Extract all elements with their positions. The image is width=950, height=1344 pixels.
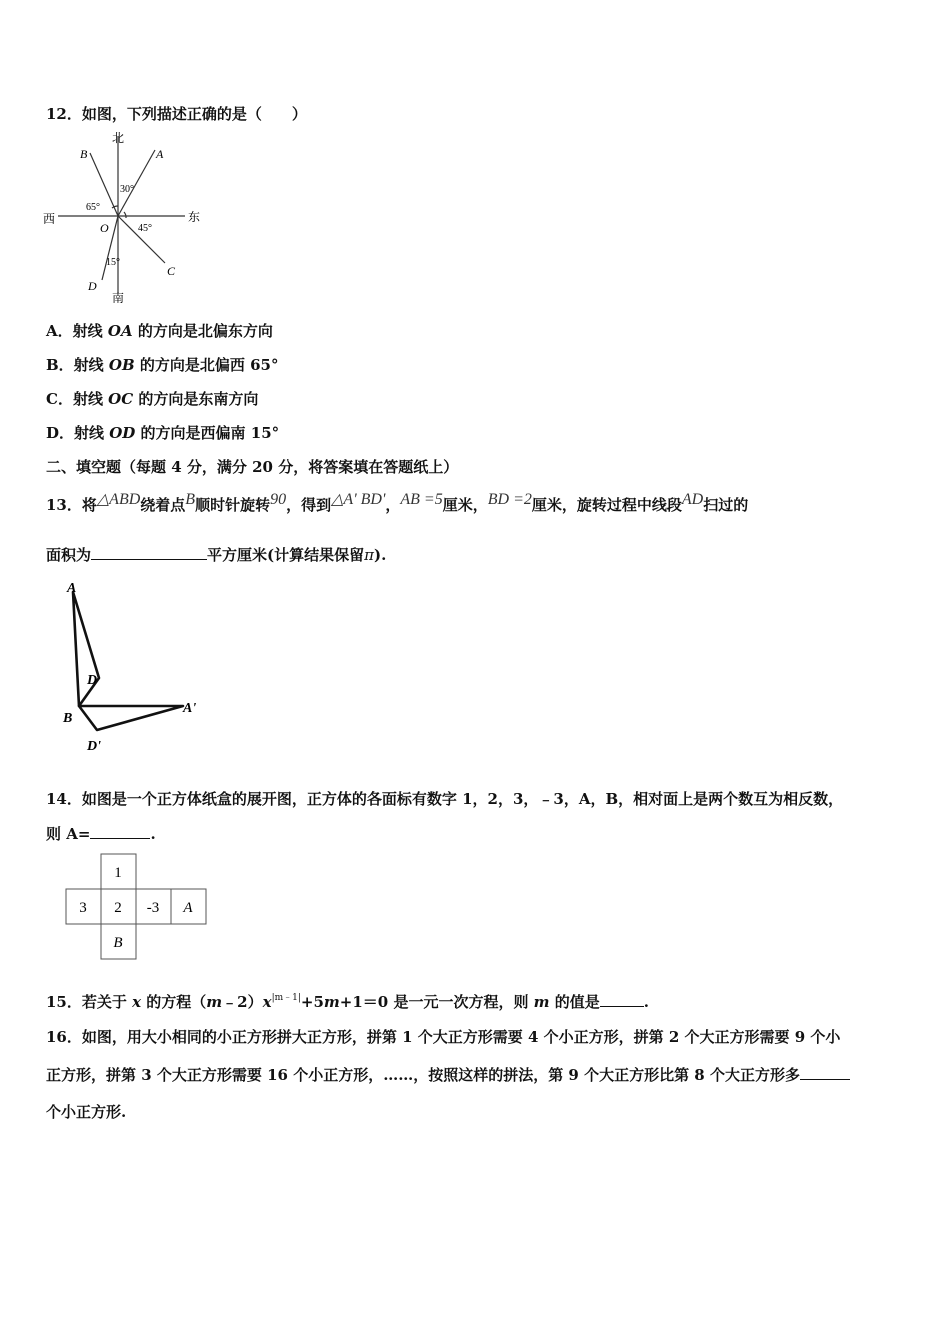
angle-65: 65° [86,202,100,213]
angle-30: 30° [120,184,134,195]
q13-line1: 13．将△ABD绕着点B顺时针旋转90，得到△A' BD'，AB =5厘米，BD =2厘米，旋转过程中线段AD扫过的 [46,491,749,514]
q16-line2: 正方形，拼第 3 个大正方形需要 16 个小正方形，……，按照这样的拼法，第 9 个大正方形比第 8 个大正方形多 [46,1064,850,1085]
q14-line2: 则 A= . [46,825,156,843]
q16-line3: 个小正方形. [46,1103,127,1121]
label-origin: O [100,221,109,235]
net-top: 1 [114,865,122,881]
q13-line2: 面积为 平方厘米(计算结果保留π). [46,546,387,564]
angle-45: 45° [138,223,152,234]
q13-answer-blank[interactable] [91,545,207,560]
net-bottom: B [113,935,123,951]
q15-answer-blank[interactable] [600,992,644,1007]
q12-option-d[interactable]: D．射线 OD 的方向是西偏南 15° [46,424,280,442]
q12-option-a[interactable]: A．射线 OA 的方向是北偏东方向 [46,322,273,340]
q14-answer-blank[interactable] [90,824,150,839]
q13-rotation-figure [55,578,215,756]
q14-line1: 14．如图是一个正方体纸盒的展开图，正方体的各面标有数字 1，2，3，﹣3，A，B，相对面上是两个数互为相反数， [46,790,844,808]
label-c: C [167,264,176,278]
label-south: 南 [112,291,125,305]
net-center: 2 [114,900,122,916]
q16-answer-blank[interactable] [800,1065,850,1080]
fig13-label-d: D [87,673,98,688]
fig13-label-a-prime: A' [183,701,197,716]
net-left: 3 [79,900,87,916]
section-2-heading: 二、填空题（每题 4 分，满分 20 分，将答案填在答题纸上） [46,458,459,476]
q12-compass-figure [40,128,210,306]
q12-option-c[interactable]: C．射线 OC 的方向是东南方向 [46,390,259,408]
q15: 15．若关于 x 的方程$(m﹣2)x^{|m﹣1|}+5m+1=0$ 是一元一次方程，则 m 的值是 . [46,993,650,1011]
label-east: 东 [188,210,201,224]
angle-15: 15° [106,257,120,268]
label-a: A [156,147,164,161]
label-west: 西 [43,212,56,226]
ray-oa [118,150,155,216]
fig13-label-d-prime: D' [87,739,101,754]
label-d: D [88,279,97,293]
triangle-abd [73,592,99,706]
q12-option-b[interactable]: B．射线 OB 的方向是北偏西 65° [46,356,279,374]
net-right1: -3 [146,900,160,916]
q14-cube-net [64,852,210,962]
label-north: 北 [112,131,125,145]
net-right2: A [183,900,193,916]
fig13-label-b: B [63,711,73,726]
fig13-label-a: A [67,581,77,596]
triangle-a-bd [79,706,183,730]
label-b: B [80,147,88,161]
q12-stem: 12．如图，下列描述正确的是（ ） [46,105,307,123]
q16-line1: 16．如图，用大小相同的小正方形拼大正方形，拼第 1 个大正方形需要 4 个小正方形，拼第 2 个大正方形需要 9 个小 [46,1028,841,1046]
